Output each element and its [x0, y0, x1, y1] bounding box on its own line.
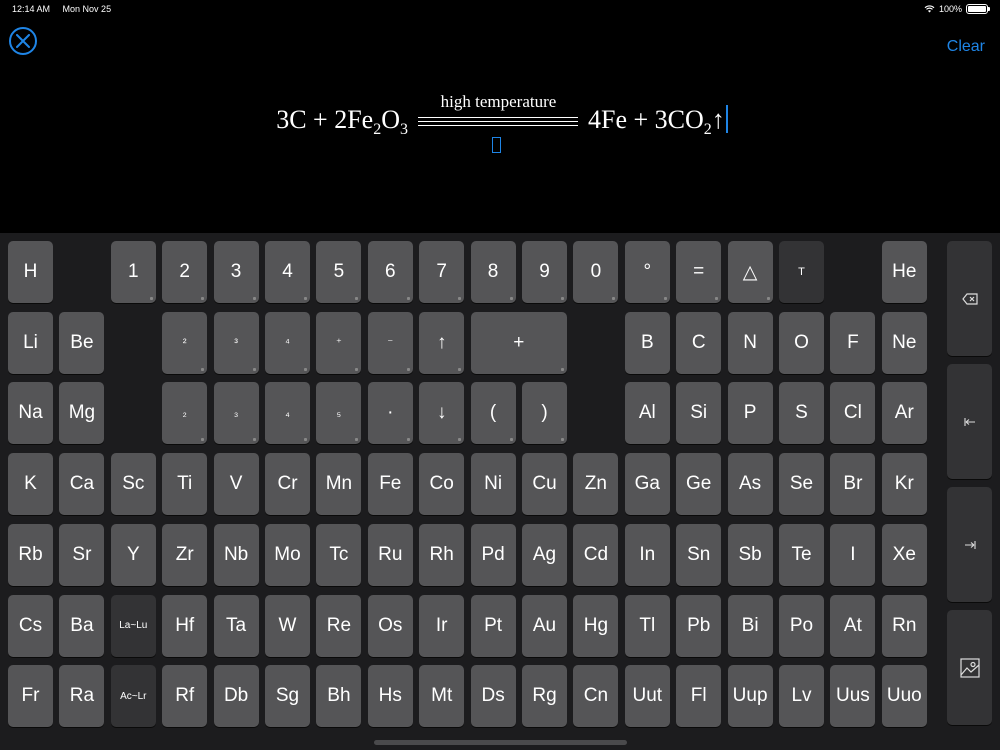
status-time: 12:14 AM [12, 4, 51, 14]
key-ba[interactable]: Ba [59, 595, 104, 657]
key-r0c14[interactable]: △ [728, 241, 773, 303]
key-r1c7[interactable]: ⁻ [368, 312, 413, 374]
key-as[interactable]: As [728, 453, 773, 515]
key-t[interactable]: T [779, 241, 824, 303]
wifi-icon [924, 5, 935, 13]
key-au[interactable]: Au [522, 595, 567, 657]
key-cn[interactable]: Cn [573, 665, 618, 727]
key-nb[interactable]: Nb [214, 524, 259, 586]
key-v[interactable]: V [214, 453, 259, 515]
key-r2c6[interactable]: ₅ [316, 382, 361, 444]
key-sc[interactable]: Sc [111, 453, 156, 515]
home-indicator [374, 740, 627, 745]
delete-left-icon [962, 293, 978, 305]
key-r5c2[interactable]: La~Lu [111, 595, 156, 657]
key-r2c10[interactable]: ) [522, 382, 567, 444]
key-tl[interactable]: Tl [625, 595, 670, 657]
key-pt[interactable]: Pt [471, 595, 516, 657]
reaction-condition-above: high temperature [440, 92, 557, 111]
key-sg[interactable]: Sg [265, 665, 310, 727]
battery-icon [966, 4, 988, 14]
key-in[interactable]: In [625, 524, 670, 586]
key-ru[interactable]: Ru [368, 524, 413, 586]
key-s[interactable]: S [779, 382, 824, 444]
backspace-key[interactable] [947, 241, 992, 356]
key-r6c2[interactable]: Ac~Lr [111, 665, 156, 727]
key-rf[interactable]: Rf [162, 665, 207, 727]
status-date: Mon Nov 25 [62, 4, 112, 14]
key-ra[interactable]: Ra [59, 665, 104, 727]
equation-display[interactable] [0, 92, 1000, 155]
key-r2c4[interactable]: ₃ [214, 382, 259, 444]
key-k[interactable]: K [8, 453, 53, 515]
key-r1c3[interactable]: ² [162, 312, 207, 374]
battery-percent: 100% [938, 4, 962, 14]
key-mn[interactable]: Mn [316, 453, 361, 515]
key-mg[interactable]: Mg [59, 382, 104, 444]
key-b[interactable]: B [625, 312, 670, 374]
key-mt[interactable]: Mt [419, 665, 464, 727]
key-ta[interactable]: Ta [214, 595, 259, 657]
move-to-start-key[interactable] [947, 364, 992, 479]
key-sn[interactable]: Sn [676, 524, 721, 586]
key-r2c5[interactable]: ₄ [265, 382, 310, 444]
key-li[interactable]: Li [8, 312, 53, 374]
equation-products [588, 105, 728, 139]
key-na[interactable]: Na [8, 382, 53, 444]
equation-subscript: 2 [703, 121, 712, 138]
equals-line [418, 121, 578, 122]
key-n[interactable]: N [728, 312, 773, 374]
equation-text: 4Fe + 3CO [588, 105, 704, 134]
reaction-condition-below-placeholder[interactable] [492, 137, 501, 153]
key-i[interactable]: I [830, 524, 875, 586]
key-cd[interactable]: Cd [573, 524, 618, 586]
key-p[interactable]: P [728, 382, 773, 444]
key-co[interactable]: Co [419, 453, 464, 515]
key-cr[interactable]: Cr [265, 453, 310, 515]
equation-text: 3C + 2Fe [276, 105, 374, 134]
key-re[interactable]: Re [316, 595, 361, 657]
key-r0c8[interactable]: 7 [419, 241, 464, 303]
text-cursor [726, 105, 728, 133]
key-xe[interactable]: Xe [882, 524, 927, 586]
key-ga[interactable]: Ga [625, 453, 670, 515]
key-pd[interactable]: Pd [471, 524, 516, 586]
key-w[interactable]: W [265, 595, 310, 657]
key-ar[interactable]: Ar [882, 382, 927, 444]
key-r1c8[interactable]: ↑ [419, 312, 464, 374]
key-r2c3[interactable]: ₂ [162, 382, 207, 444]
equation-subscript: 2 [373, 121, 382, 138]
key-ca[interactable]: Ca [59, 453, 104, 515]
key-ni[interactable]: Ni [471, 453, 516, 515]
key-o[interactable]: O [779, 312, 824, 374]
key-lv[interactable]: Lv [779, 665, 824, 727]
key-cu[interactable]: Cu [522, 453, 567, 515]
key-r0c9[interactable]: 8 [471, 241, 516, 303]
key-db[interactable]: Db [214, 665, 259, 727]
key-cs[interactable]: Cs [8, 595, 53, 657]
key-kr[interactable]: Kr [882, 453, 927, 515]
image-icon [960, 658, 980, 678]
key-sb[interactable]: Sb [728, 524, 773, 586]
key-ti[interactable]: Ti [162, 453, 207, 515]
key-br[interactable]: Br [830, 453, 875, 515]
key-zn[interactable]: Zn [573, 453, 618, 515]
key-uuo[interactable]: Uuo [882, 665, 927, 727]
key-rh[interactable]: Rh [419, 524, 464, 586]
key-r2c7[interactable]: · [368, 382, 413, 444]
key-cl[interactable]: Cl [830, 382, 875, 444]
key-bh[interactable]: Bh [316, 665, 361, 727]
key-c[interactable]: C [676, 312, 721, 374]
equation-text: ↑ [711, 105, 725, 134]
key-uut[interactable]: Uut [625, 665, 670, 727]
key-r2c9[interactable]: ( [471, 382, 516, 444]
equation-reactants [276, 105, 408, 139]
equation-text: O [381, 105, 400, 134]
key-r0c12[interactable]: ° [625, 241, 670, 303]
key-os[interactable]: Os [368, 595, 413, 657]
move-to-end-key[interactable] [947, 487, 992, 602]
key-uus[interactable]: Uus [830, 665, 875, 727]
key-hs[interactable]: Hs [368, 665, 413, 727]
key-al[interactable]: Al [625, 382, 670, 444]
key-r0c7[interactable]: 6 [368, 241, 413, 303]
key-ds[interactable]: Ds [471, 665, 516, 727]
image-recognize-key[interactable] [947, 610, 992, 725]
close-icon [16, 34, 30, 48]
key-sr[interactable]: Sr [59, 524, 104, 586]
key-bi[interactable]: Bi [728, 595, 773, 657]
key-hg[interactable]: Hg [573, 595, 618, 657]
key-r0c4[interactable]: 3 [214, 241, 259, 303]
arrow-to-end-icon [964, 541, 976, 549]
close-button[interactable] [9, 27, 37, 55]
key-r0c6[interactable]: 5 [316, 241, 361, 303]
key-h[interactable]: H [8, 241, 53, 303]
status-bar [0, 0, 1000, 18]
equals-line [418, 125, 578, 126]
key-r1c4[interactable]: ³ [214, 312, 259, 374]
key-r1c6[interactable]: ⁺ [316, 312, 361, 374]
key-at[interactable]: At [830, 595, 875, 657]
key-se[interactable]: Se [779, 453, 824, 515]
key-pb[interactable]: Pb [676, 595, 721, 657]
equals-line [418, 117, 578, 118]
arrow-to-start-icon [964, 418, 976, 426]
key-po[interactable]: Po [779, 595, 824, 657]
key-rg[interactable]: Rg [522, 665, 567, 727]
key-be[interactable]: Be [59, 312, 104, 374]
key-rb[interactable]: Rb [8, 524, 53, 586]
key-rn[interactable]: Rn [882, 595, 927, 657]
key-tc[interactable]: Tc [316, 524, 361, 586]
key-r0c13[interactable]: = [676, 241, 721, 303]
key-r1c5[interactable]: ⁴ [265, 312, 310, 374]
key-si[interactable]: Si [676, 382, 721, 444]
equation-subscript: 3 [400, 121, 408, 138]
key-he[interactable]: He [882, 241, 927, 303]
chemistry-keyboard [0, 233, 1000, 750]
key-ag[interactable]: Ag [522, 524, 567, 586]
key-uup[interactable]: Uup [728, 665, 773, 727]
key-r0c3[interactable]: 2 [162, 241, 207, 303]
key-fe[interactable]: Fe [368, 453, 413, 515]
key-fr[interactable]: Fr [8, 665, 53, 727]
key-r0c11[interactable]: 0 [573, 241, 618, 303]
key-r2c8[interactable]: ↓ [419, 382, 464, 444]
key-hf[interactable]: Hf [162, 595, 207, 657]
key-r0c10[interactable]: 9 [522, 241, 567, 303]
key-te[interactable]: Te [779, 524, 824, 586]
key-ir[interactable]: Ir [419, 595, 464, 657]
key-f[interactable]: F [830, 312, 875, 374]
key-r1c9[interactable]: + [471, 312, 567, 374]
key-ne[interactable]: Ne [882, 312, 927, 374]
key-mo[interactable]: Mo [265, 524, 310, 586]
key-r0c5[interactable]: 4 [265, 241, 310, 303]
key-y[interactable]: Y [111, 524, 156, 586]
key-zr[interactable]: Zr [162, 524, 207, 586]
key-ge[interactable]: Ge [676, 453, 721, 515]
key-r0c2[interactable]: 1 [111, 241, 156, 303]
key-fl[interactable]: Fl [676, 665, 721, 727]
clear-button[interactable]: Clear [946, 38, 985, 55]
